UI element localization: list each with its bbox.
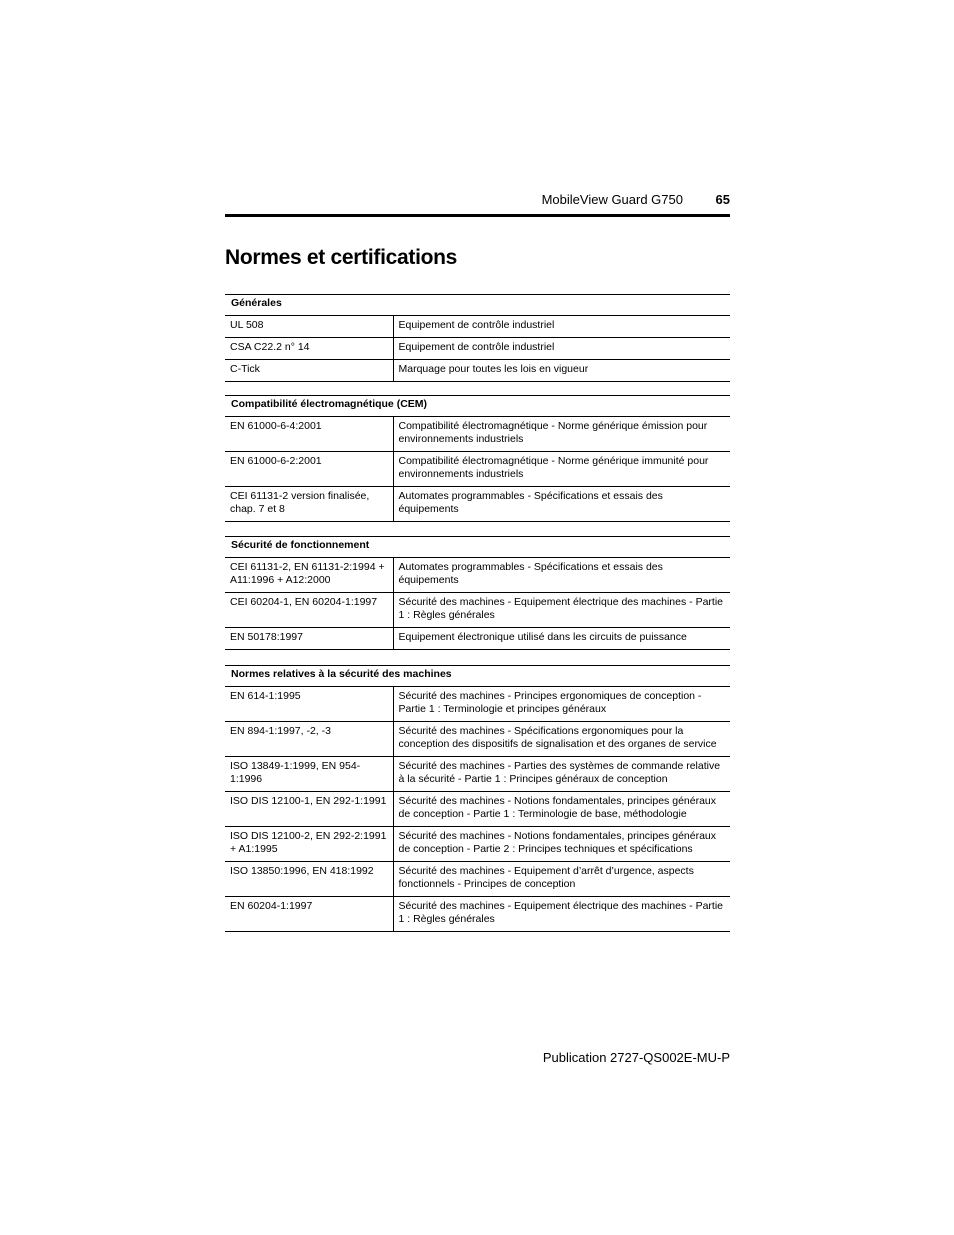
table-row [225,452,730,487]
standard-cell: ISO DIS 12100-1, EN 292-1:1991 [225,792,393,827]
standard-cell: C-Tick [225,360,393,382]
description-cell: Sécurité des machines - Notions fondamentales, principes généraux de conception - Partie 1 : Terminologie de base, méthodologie [393,792,730,827]
table-emc [225,395,730,522]
description-cell: Compatibilité électromagnétique - Norme générique émission pour environnements industriels [393,417,730,452]
description-cell: Sécurité des machines - Equipement d’arrêt d’urgence, aspects fonctionnels - Principes de conception [393,862,730,897]
standard-cell: ISO 13850:1996, EN 418:1992 [225,862,393,897]
standard-cell: CSA C22.2 n° 14 [225,338,393,360]
description-cell: Equipement de contrôle industriel [393,316,730,338]
table-row [225,628,730,650]
table-row [225,316,730,338]
standard-cell: CEI 60204-1, EN 60204-1:1997 [225,593,393,628]
standard-cell: EN 61000-6-4:2001 [225,417,393,452]
table-heading: Compatibilité électromagnétique (CEM) [225,396,730,417]
table-functional-safety [225,536,730,650]
table-row [225,792,730,827]
publication-footer: Publication 2727-QS002E-MU-P [542,1050,730,1065]
table-row [225,487,730,522]
description-cell: Sécurité des machines - Parties des systèmes de commande relative à la sécurité - Partie 1 : Principes généraux de conception [393,757,730,792]
description-cell: Automates programmables - Spécifications et essais des équipements [393,558,730,593]
standard-cell: EN 61000-6-2:2001 [225,452,393,487]
table-row [225,722,730,757]
standard-cell: UL 508 [225,316,393,338]
table-heading: Normes relatives à la sécurité des machines [225,666,730,687]
table-general [225,294,730,382]
description-cell: Compatibilité électromagnétique - Norme générique immunité pour environnements industriels [393,452,730,487]
header-rule [225,214,730,217]
table-row [225,338,730,360]
standard-cell: ISO DIS 12100-2, EN 292-2:1991 + A1:1995 [225,827,393,862]
table-row [225,593,730,628]
standard-cell: CEI 61131-2, EN 61131-2:1994 + A11:1996 + A12:2000 [225,558,393,593]
table-row [225,417,730,452]
table-row [225,862,730,897]
description-cell: Marquage pour toutes les lois en vigueur [393,360,730,382]
description-cell: Equipement électronique utilisé dans les circuits de puissance [393,628,730,650]
description-cell: Sécurité des machines - Notions fondamentales, principes généraux de conception - Partie 2 : Principes techniques et spécifications [393,827,730,862]
standard-cell: EN 894-1:1997, -2, -3 [225,722,393,757]
section-title: Normes et certifications [225,246,458,269]
page-number: 65 [715,192,730,207]
table-row [225,757,730,792]
table-row [225,360,730,382]
standard-cell: EN 50178:1997 [225,628,393,650]
table-row [225,897,730,932]
standard-cell: ISO 13849-1:1999, EN 954-1:1996 [225,757,393,792]
description-cell: Sécurité des machines - Equipement électrique des machines - Partie 1 : Règles générales [393,897,730,932]
description-cell: Sécurité des machines - Equipement électrique des machines - Partie 1 : Règles générales [393,593,730,628]
description-cell: Sécurité des machines - Principes ergonomiques de conception - Partie 1 : Terminologie et principes généraux [393,687,730,722]
running-header [225,192,730,216]
standard-cell: CEI 61131-2 version finalisée, chap. 7 et 8 [225,487,393,522]
description-cell: Equipement de contrôle industriel [393,338,730,360]
description-cell: Sécurité des machines - Spécifications ergonomiques pour la conception des dispositifs de signalisation et des organes de service [393,722,730,757]
table-row [225,558,730,593]
header-doc-title: MobileView Guard G750 [541,192,683,207]
table-row [225,687,730,722]
table-row [225,827,730,862]
standard-cell: EN 614-1:1995 [225,687,393,722]
table-machine-safety [225,665,730,932]
table-heading: Sécurité de fonctionnement [225,537,730,558]
standard-cell: EN 60204-1:1997 [225,897,393,932]
table-heading: Générales [225,295,730,316]
description-cell: Automates programmables - Spécifications et essais des équipements [393,487,730,522]
